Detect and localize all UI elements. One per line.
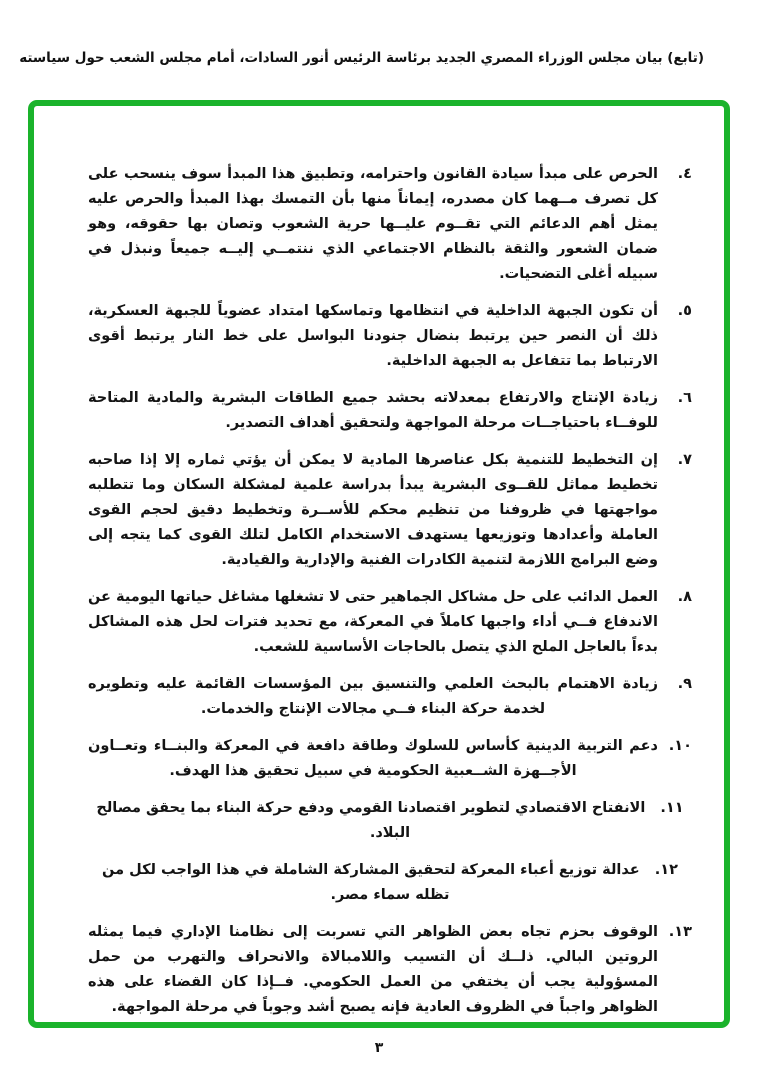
item-number: ١٣. <box>668 924 692 940</box>
list-item <box>88 299 692 374</box>
list-item <box>88 734 692 784</box>
item-text: الانفتاح الاقتصادي لتطوير اقتصادنا القومي ودفع حركة البناء بما يحقق مصالح البلاد. <box>96 800 646 841</box>
item-text: أن تكون الجبهة الداخلية في انتظامها وتماسكها امتداد عضوياً للجبهة العسكرية، ذلك أن النصر حين يرتبط بنضال جنودنا البواسل على خط النار يرتبط أقوى الارتباط بما تتفاعل به الجبهة الداخلية. <box>88 303 658 369</box>
item-text: إن التخطيط للتنمية بكل عناصرها المادية لا يمكن أن يؤتي ثماره إلا إذا صاحبه تخطيط مماثل للقــوى البشرية يبدأ بدراسة علمية لمشكلة السكان وما تتطلبه مواجهتها في ظروفنا من تنظيم محكم للأســرة وتخطيط دقيق لحجم القوى العاملة وأعدادها وتوزيعها يستهدف الاستخدام الكامل لتلك القوى كما يتجه إلى وضع البرامج اللازمة لتنمية الكادرات الفنية والإدارية والقيادية. <box>88 452 658 568</box>
item-text: عدالة توزيع أعباء المعركة لتحقيق المشاركة الشاملة في هذا الواجب لكل من تظله سماء مصر. <box>102 862 640 903</box>
item-number: ٥. <box>677 303 692 319</box>
list-item <box>88 672 692 722</box>
item-text: دعم التربية الدينية كأساس للسلوك وطاقة دافعة في المعركة والبنــاء وتعــاون الأجــهزة الشــعبية الحكومية في سبيل تحقيق هذا الهدف. <box>88 738 658 779</box>
item-text: الوقوف بحزم تجاه بعض الظواهر التي تسربت إلى نظامنا الإداري فيما يمثله الروتين البالي. ذلــك أن التسيب واللامبالاة والانحراف والتهرب من حمل المسؤولية يجب أن يختفي من العمل الحكومي. فــإذا كان القضاء على هذه الظواهر واجباً في الظروف العادية فإنه يصبح أشد وجوباً في مرحلة المواجهة. <box>88 924 658 1015</box>
list-item <box>88 162 692 287</box>
page-number: ٣ <box>374 1040 384 1056</box>
item-number: ١١. <box>660 800 684 816</box>
item-text: الحرص على مبدأ سيادة القانون واحترامه، وتطبيق هذا المبدأ سوف ينسحب على كل تصرف مــهما كان مصدره، إيماناً منها بأن التمسك بهذا المبدأ والحرص عليه يمثل أهم الدعائم التي تقــوم عليــها حرية الشعوب وتصان بها حقوقه، وهو ضمان الشعور والثقة بالنظام الاجتماعي الذي ننتمــي إليــه جميعاً ونبذل في سبيله أغلى التضحيات. <box>88 166 658 282</box>
page-header-title: (تابع) بيان مجلس الوزراء المصري الجديد برئاسة الرئيس أنور السادات، أمام مجلس الشعب حول سياسته <box>19 50 704 66</box>
list-item <box>88 796 692 846</box>
item-text: العمل الدائب على حل مشاكل الجماهير حتى لا تشغلها مشاغل حياتها اليومية عن الاندفاع فــي أداء واجبها كاملاً في المعركة، مع تحديد فترات لحل هذه المشاكل بدءاً بالعاجل الملح الذي يتصل بالحاجات الأساسية للشعب. <box>88 589 658 655</box>
item-number: ٤. <box>677 166 692 182</box>
list-item <box>88 585 692 660</box>
list-item <box>88 448 692 573</box>
list-item <box>88 920 692 1016</box>
item-number: ٨. <box>677 589 692 605</box>
item-number: ٦. <box>677 390 692 406</box>
list-item <box>88 386 692 436</box>
item-number: ١٢. <box>654 862 678 878</box>
item-number: ١٠. <box>668 738 692 754</box>
item-text: زيادة الإنتاج والارتفاع بمعدلاته بحشد جميع الطاقات البشرية والمادية المتاحة للوفــاء باحتياجــات مرحلة المواجهة ولتحقيق أهداف التصدير. <box>88 390 658 431</box>
document-body <box>34 100 724 1016</box>
item-number: ٩. <box>677 676 692 692</box>
item-text: زيادة الاهتمام بالبحث العلمي والتنسيق بين المؤسسات القائمة عليه وتطويره لخدمة حركة البناء فــي مجالات الإنتاج والخدمات. <box>88 676 658 717</box>
item-number: ٧. <box>677 452 692 468</box>
list-item <box>88 858 692 908</box>
